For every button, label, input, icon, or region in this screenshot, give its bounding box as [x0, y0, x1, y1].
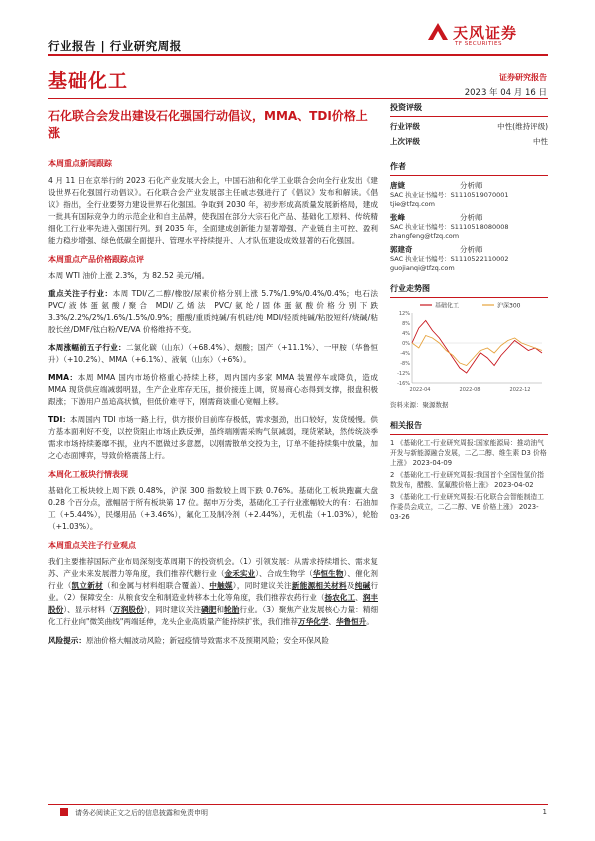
y-tick-label: -12% — [397, 371, 410, 378]
top5-paragraph — [48, 342, 378, 366]
related-heading: 相关报告 — [390, 421, 422, 431]
subsector-paragraph — [48, 288, 378, 336]
footer-mark-icon — [60, 808, 68, 816]
author-email[interactable]: guojianqi@tfzq.com — [390, 263, 455, 272]
related-title: 3 《基础化工-行业研究周报:石化联合会智能制造工作委员会成立，二乙二醇、VE 价格上涨》 — [390, 493, 544, 512]
legend-label: 基础化工 — [435, 302, 460, 310]
stock-link[interactable]: 润丰股份 — [48, 593, 379, 614]
mma-text: 本周 MMA 国内市场价格重心持续上移，周内国内多家 MMA 装置停车或降负，造成 MMA 现货供应端减弱明显，生产企业库存无压，报价接连上调，贸易商心态得到支撑，报盘积极跟涨；下游用户虽追高状慎，但低价难寻下，刚需商谈重心宽幅上移。 — [48, 373, 378, 406]
top-divider — [48, 54, 548, 56]
risk-paragraph — [48, 635, 378, 647]
author-block — [390, 244, 548, 273]
author-email[interactable]: tjie@tfzq.com — [390, 199, 435, 208]
trend-divider — [390, 297, 548, 298]
rating-label: 上次评级 — [390, 136, 420, 146]
related-item[interactable] — [390, 470, 548, 490]
report-date: 2023 年 04 月 16 日 — [464, 88, 547, 98]
related-divider — [390, 434, 548, 435]
sector-link[interactable]: 磷肥 — [201, 605, 217, 614]
y-tick-label: -16% — [397, 381, 410, 388]
market-paragraph: 基础化工板块较上周下跌 0.48%，沪深 300 指数较上周下跌 0.76%。基础化工板块跑赢大盘 0.28 个百分点，涨幅居于所有板块第 17 位。据申万分类，基础化工子行业涨幅较大的有：石油加工（+5.44%），民爆用品（+3.46%），氟化工及制冷剂（+2.44%），无机盐（+1.03%），轮胎（+1.03%）。 — [48, 486, 378, 531]
authors-heading: 作者 — [390, 161, 406, 171]
chart-source: 资料来源：聚源数据 — [390, 401, 449, 410]
rating-heading: 投资评级 — [390, 103, 422, 112]
rating-row — [390, 121, 548, 132]
sector-title: 基础化工 — [48, 70, 129, 92]
trend-heading: 行业走势图 — [390, 283, 430, 293]
authors-divider — [390, 175, 548, 176]
author-name-row — [390, 212, 548, 223]
subsector-text: 本周 TDI/乙二醇/橡胶/尿素价格分别上涨 5.7%/1.9%/0.4%/0.4%；电石法 PVC/液体蛋氨酸/聚合 MDI/乙烯法 PVC/氨纶/固体蛋氨酸价格分别下跌 3.3%/2.2%/2%/1.6%/1.5%/0.9%；醋酸/重质纯碱/有机硅/纯 MDI/轻质纯碱/粘胶短纤/烧碱/粘胶长丝/DMF/钛白粉/VE/VA 价格维持不变。 — [48, 289, 378, 334]
views-text: 和 — [216, 605, 225, 614]
author-role: 分析师 — [460, 244, 483, 254]
views-text: 我们主要推荐国际产业布局深刻变革周期下的投资机会。（1）引领发展：从需求持续增长、需求复苏、产业未来发展潜力等角度，我们推荐代糖行业（ — [48, 557, 378, 578]
tdi-paragraph — [48, 414, 378, 462]
x-tick-label: 2022-12 — [509, 387, 531, 394]
related-title: 2 《基础化工-行业研究周报:我国首个全国性氢价指数发布，醋酸、氢氟酸价格上涨》 — [390, 471, 544, 490]
author-name: 张峰 — [390, 212, 405, 222]
sidebar-column — [390, 100, 548, 522]
author-license: SAC 执业证书编号：S1110522110002 — [390, 254, 509, 263]
x-tick-label: 2022-04 — [409, 387, 431, 394]
company-logo — [425, 20, 550, 50]
report-type: 证券研究报告 — [499, 73, 547, 82]
footer-divider — [48, 804, 548, 805]
sector-link[interactable]: 轮胎 — [224, 605, 240, 614]
logo-text-en: TF SECURITIES — [455, 41, 502, 47]
sector-link[interactable]: 新能源相关材料 — [291, 581, 347, 590]
rating-row — [390, 136, 548, 147]
author-block — [390, 212, 548, 241]
mma-label: MMA： — [48, 373, 78, 382]
views-text: ）、催化剂行业（ — [48, 569, 379, 590]
stock-link[interactable]: 华恒生物 — [312, 569, 344, 578]
author-role: 分析师 — [460, 180, 483, 190]
rating-divider — [390, 116, 548, 117]
risk-label: 风险提示： — [48, 636, 86, 645]
stock-link[interactable]: 万华化学 — [297, 617, 329, 626]
views-text: 、 — [328, 617, 336, 626]
legend-label: 沪深300 — [497, 302, 521, 310]
author-name-row — [390, 180, 548, 191]
views-text: 行业。（2）保障安全：从粮食安全和制造业转移本土化等角度，我们推荐农药行业（ — [48, 581, 379, 602]
stock-link[interactable]: 万润股份 — [113, 605, 144, 614]
rating-value: 中性(维持评级) — [497, 121, 548, 131]
news-paragraph: 4 月 11 日在京举行的 2023 石化产业发展大会上，中国石油和化学工业联合会向全行业发出《建设世界石化强国行动倡议》。石化联合会产业发展部主任戚志强进行了《倡议》发布和解读。《倡议》指出，全行业要努力建设世界石化强国。争取到 2030 年，初步形成高质量发展新格局，建成一批具有国际竞争力的示范企业和自主品牌，使我国在部分大宗石化产品、基础化工原料、传统精细化工行业率先进入强国行列。到 2035 年，全面建成创新能力显著增强、产业链自主可控、盈利能力稳步增强、绿色低碳全面提升、管理水平持续提升、人才队伍建设成效显著的石化强国。 — [48, 176, 378, 245]
views-text: 。 — [366, 617, 374, 626]
views-text: ），同时建议关注 — [232, 581, 292, 590]
views-text: 行业。（3）聚焦产业发展核心力量：精细化工行业向"微笑曲线"两端延伸，龙头企业高质量产能持续扩张，我们推荐 — [48, 605, 379, 626]
rating-value: 中性 — [533, 136, 548, 146]
author-license: SAC 执业证书编号：S1110519070001 — [390, 190, 509, 199]
rating-label: 行业评级 — [390, 121, 420, 131]
trend-chart — [390, 299, 548, 399]
related-title: 1 《基础化工-行业研究周报:国家能源局：推动油气开发与新能源融合发展，二乙二醇、维生素 D3 价格上涨》 — [390, 439, 547, 468]
main-column — [48, 158, 378, 647]
x-tick-label: 2022-08 — [459, 387, 481, 394]
sector-link[interactable]: 纯碱 — [354, 581, 371, 590]
y-tick-label: 0% — [402, 341, 410, 348]
section-heading-views: 本周重点关注子行业观点 — [48, 541, 136, 550]
logo-text-cn: 天风证券 — [453, 24, 518, 42]
series-line — [412, 321, 542, 374]
author-license: SAC 执业证书编号：S1110518080008 — [390, 222, 509, 231]
author-block — [390, 180, 548, 209]
mma-paragraph — [48, 372, 378, 408]
report-category: 行业报告 | 行业研究周报 — [48, 39, 182, 53]
stock-link[interactable]: 凯立新材 — [71, 581, 104, 590]
report-title: 石化联合会发出建设石化强国行动倡议，MMA、TDI价格上涨 — [48, 109, 368, 140]
section-heading-prices: 本周重点产品价格跟踪点评 — [48, 255, 144, 264]
tdi-text: 本周国内 TDI 市场一路上行，供方报价目前库存极低，需求强劲，出口较好，发货缓慢。供方基本面利好不变，以控货阻止市场止跌反弹，虽终端刚需采购气氛减弱，现货紧缺，然传统淡季需求市场持续萎靡不振，业内不愿做过多意愿，以刚需散单交投为主，订单不能持续集中放量，加之心态面博弈，导致价格震荡上行。 — [48, 415, 378, 460]
views-text: 及 — [346, 581, 355, 590]
subsector-label: 重点关注子行业： — [48, 289, 113, 298]
related-date: 2023-04-02 — [494, 481, 534, 490]
risk-text: 原油价格大幅波动风险；新冠疫情导致需求不及预期风险；安全环保风险 — [85, 636, 329, 645]
related-item[interactable] — [390, 492, 548, 522]
author-role: 分析师 — [460, 212, 483, 222]
views-text: 、 — [355, 593, 363, 602]
stock-link[interactable]: 华鲁恒升 — [335, 617, 367, 626]
author-name: 郭建奇 — [390, 244, 413, 254]
related-list — [390, 438, 548, 522]
views-text: ）、显示材料（ — [63, 605, 114, 614]
logo-mark-icon — [425, 20, 451, 46]
author-name: 唐婕 — [390, 180, 405, 190]
section-heading-news: 本周重点新闻跟踪 — [48, 159, 112, 168]
top5-text: 二氯化碳（山东）（+68.4%）、烟酸；国产（+11.1%）、一甲胺（华鲁恒升）（+10.2%）、MMA（+6.1%）、液氧（山东）（+6%）。 — [48, 343, 378, 364]
y-tick-label: 12% — [398, 311, 410, 318]
footer-disclaimer: 请务必阅读正文之后的信息披露和免责申明 — [75, 809, 208, 817]
views-text: ）、合成生物学（ — [255, 569, 313, 578]
y-tick-label: 4% — [402, 331, 410, 338]
views-text: （和金属与材料组联合覆盖）、 — [103, 581, 210, 590]
y-tick-label: -8% — [400, 361, 410, 368]
page-number: 1 — [542, 808, 547, 816]
series-line — [412, 336, 542, 366]
tdi-label: TDI： — [48, 415, 70, 424]
y-tick-label: -4% — [400, 351, 410, 358]
oil-price-paragraph: 本周 WTI 油价上涨 2.3%，为 82.52 美元/桶。 — [48, 271, 210, 280]
related-date: 2023-03-26 — [390, 503, 539, 522]
y-tick-label: 8% — [402, 321, 410, 328]
views-text: ），同时建议关注 — [143, 605, 202, 614]
section-heading-market: 本周化工板块行情表现 — [48, 470, 128, 479]
stock-link[interactable]: 金禾实业 — [224, 569, 256, 578]
related-item[interactable] — [390, 438, 548, 468]
views-paragraph — [48, 556, 378, 628]
stock-link[interactable]: 中触媒 — [209, 581, 233, 590]
author-email[interactable]: zhangfeng@tfzq.com — [390, 231, 460, 240]
related-date: 2023-04-09 — [412, 459, 453, 468]
author-name-row — [390, 244, 548, 255]
title-divider — [48, 98, 548, 99]
top5-label: 本周涨幅前五子行业： — [48, 343, 126, 352]
stock-link[interactable]: 扬农化工 — [324, 593, 356, 602]
